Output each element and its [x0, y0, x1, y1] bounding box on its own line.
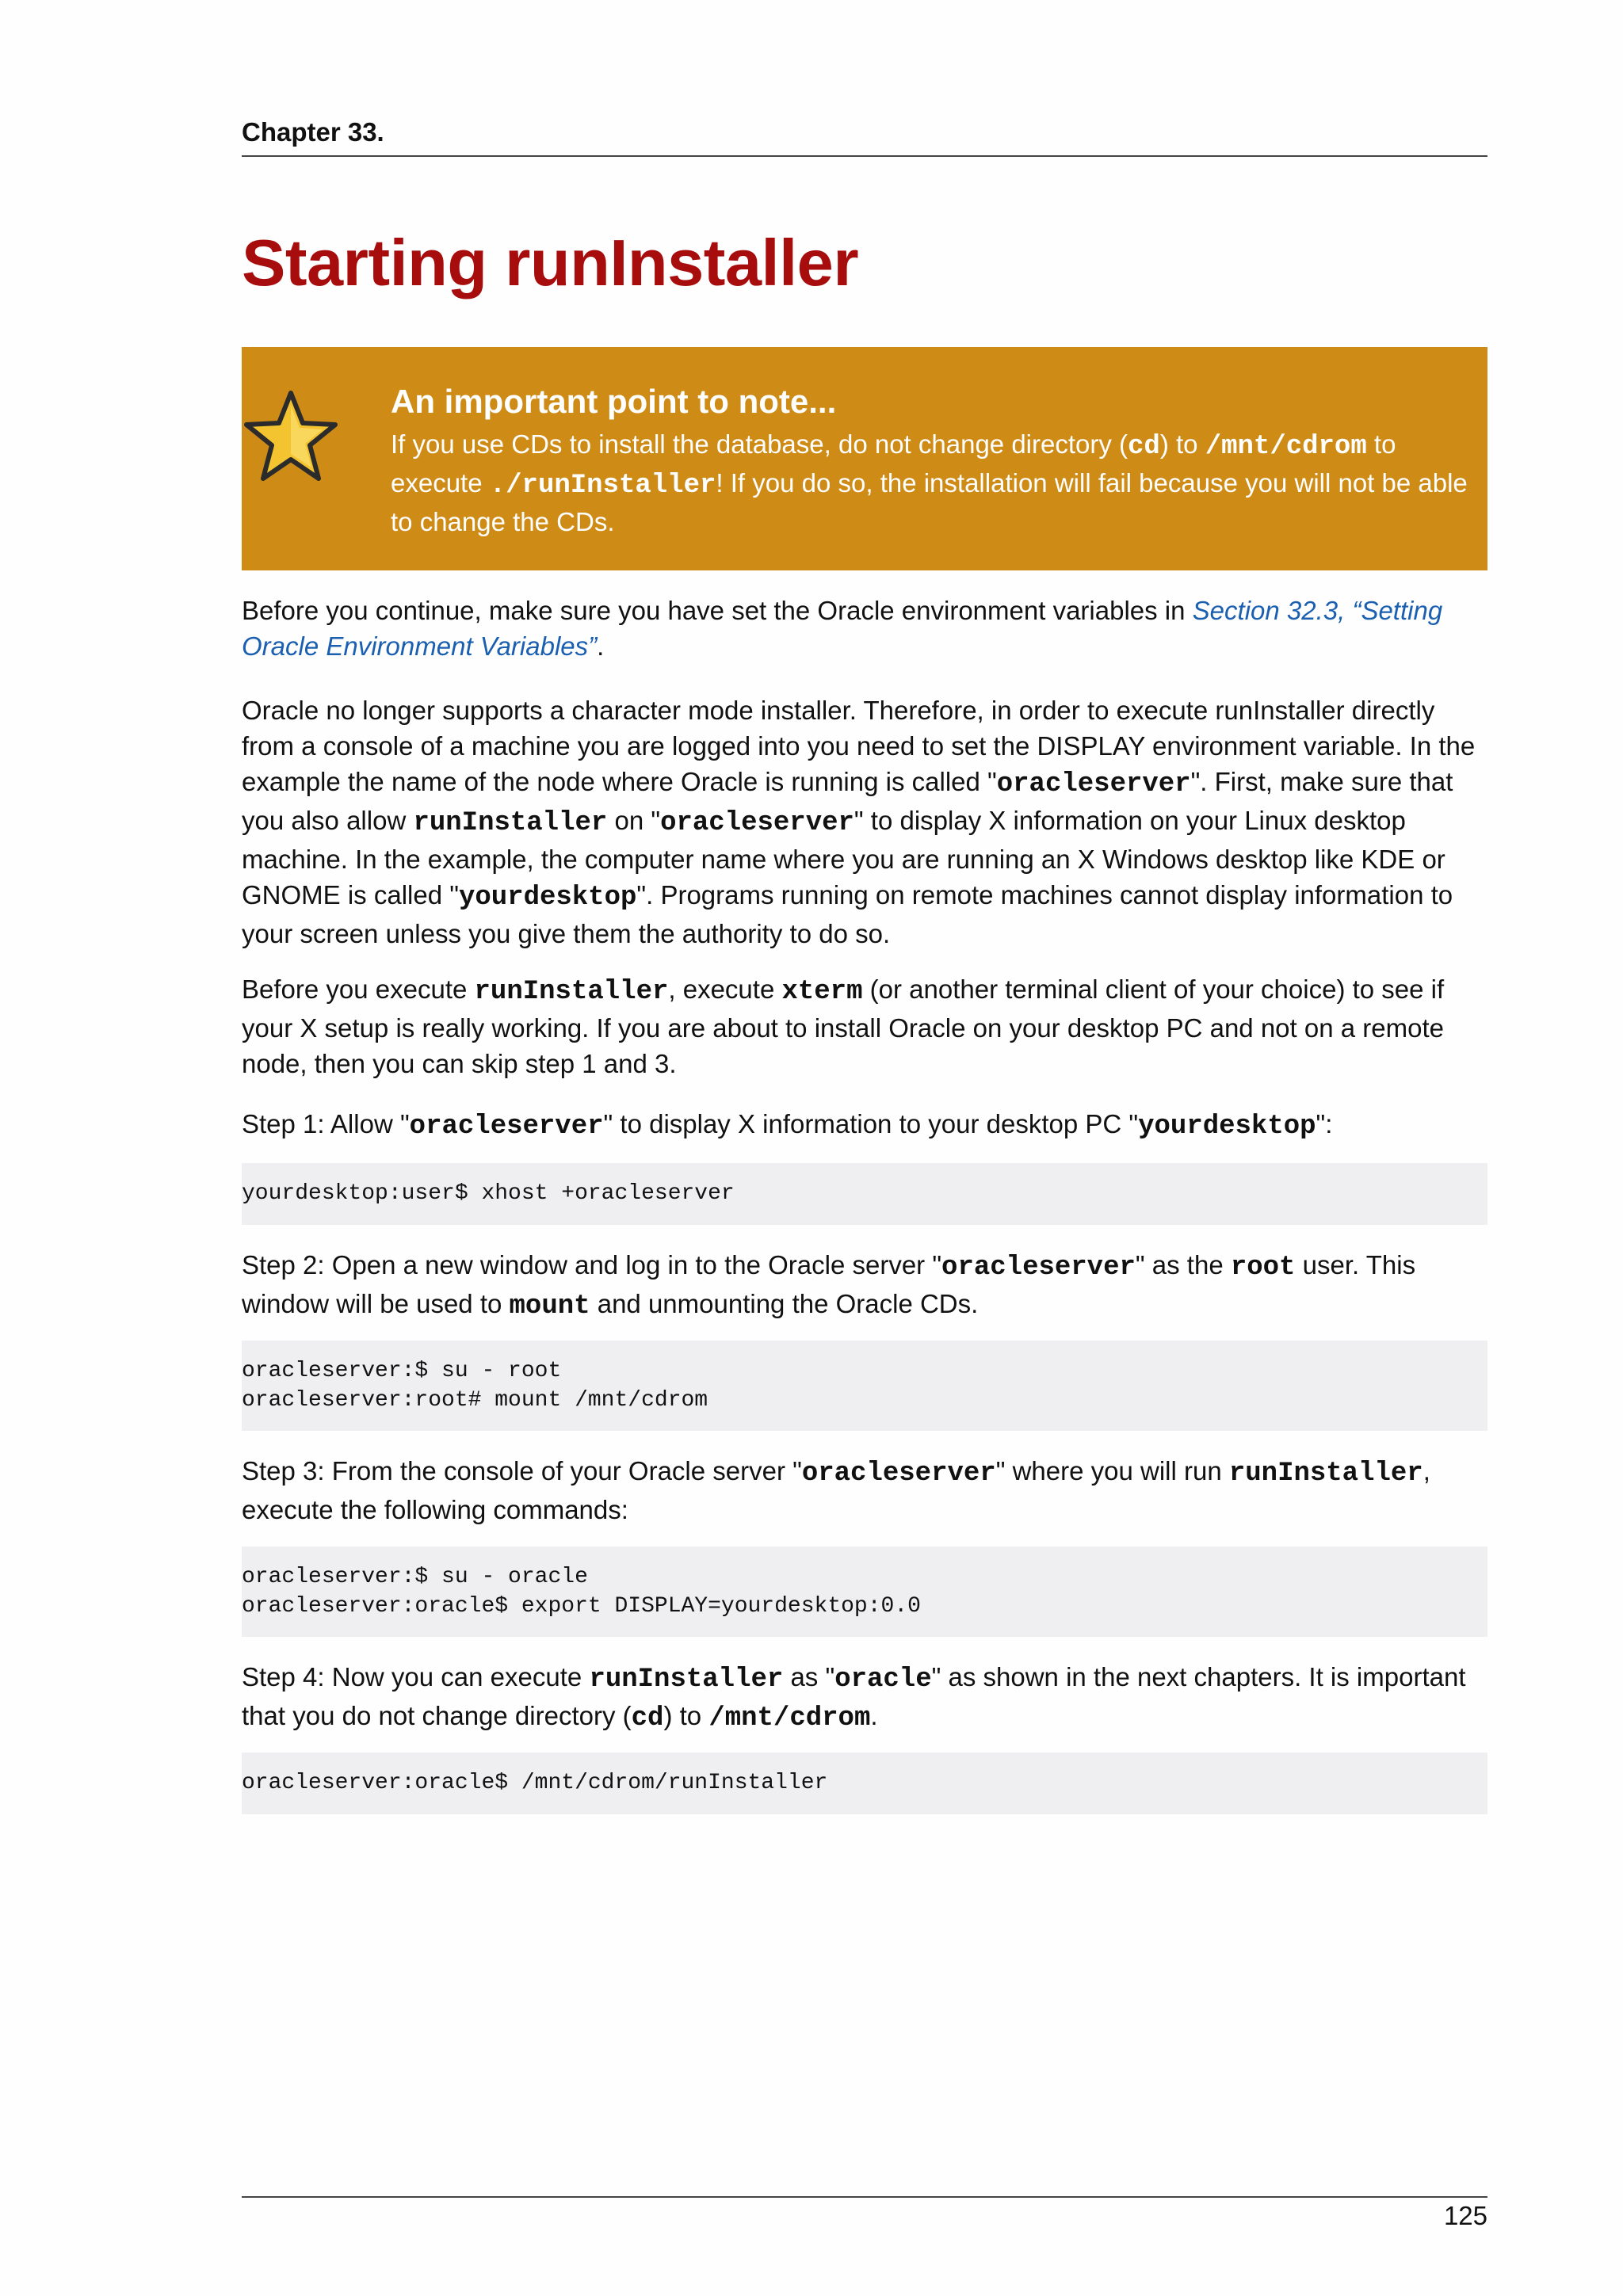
note-text	[391, 426, 1468, 540]
inline-code: oracleserver	[801, 1459, 996, 1489]
footer-rule	[242, 2196, 1487, 2198]
note-body	[391, 382, 1468, 540]
inline-code: oracleserver	[660, 808, 854, 838]
section-link[interactable]: Section 32.3, “Setting Oracle Environment Variables”	[242, 596, 1443, 661]
inline-code: oracleserver	[409, 1112, 604, 1142]
text: " to display X information on your Linux desktop machine. In the example, the computer name where you are running an X Windows desktop like KDE or GNOME is called "	[242, 806, 1445, 910]
text: ":	[1316, 1109, 1333, 1138]
code-text: yourdesktop:user$ xhost +oracleserver	[242, 1181, 735, 1206]
paragraph-env-vars	[242, 593, 1487, 664]
note-title: An important point to note...	[391, 383, 837, 420]
code-text: oracleserver:oracle$ /mnt/cdrom/runInstaller	[242, 1771, 828, 1795]
text: ) to	[663, 1701, 709, 1730]
text: " as the	[1135, 1250, 1231, 1280]
text: user. This window will be used to	[242, 1250, 1416, 1318]
note-code: ./runInstaller	[489, 471, 716, 502]
text: " to display X information to your desktop PC "	[603, 1109, 1139, 1138]
text: as "	[783, 1662, 835, 1691]
step-2	[242, 1247, 1487, 1325]
note-text-part: ! If you do so, the installation will fail because you will not be able to change the CDs.	[391, 468, 1468, 537]
inline-code: cd	[631, 1703, 664, 1733]
note-text-part: ) to	[1159, 429, 1205, 460]
text: ". Programs running on remote machines cannot display information to your screen unless you give them the authority to do so.	[242, 880, 1453, 948]
note-code: /mnt/cdrom	[1205, 432, 1367, 463]
text: Before you execute	[242, 974, 475, 1004]
text: , execute the following commands:	[242, 1456, 1430, 1524]
inline-code: mount	[509, 1291, 590, 1322]
text: " as shown in the next chapters. It is important that you do not change directory (	[242, 1662, 1466, 1730]
inline-code: /mnt/cdrom	[708, 1703, 871, 1733]
inline-code: yourdesktop	[458, 883, 637, 913]
note-text-part: to execute	[391, 429, 1396, 498]
code-text: oracleserver:$ su - root oracleserver:root# mount /mnt/cdrom	[242, 1359, 708, 1413]
note-text-part: If you use CDs to install the database, do not change directory (	[391, 429, 1128, 460]
header-rule	[242, 155, 1487, 157]
page-number: 125	[1443, 2201, 1487, 2230]
text: Oracle no longer supports a character mode installer. Therefore, in order to execute runInstaller directly from a console of a machine you are logged into you need to set the DISPLAY environment variable. In the example the name of the node where Oracle is running is called "	[242, 696, 1476, 796]
text: on "	[607, 806, 661, 835]
chapter-title: Starting runInstaller	[242, 226, 859, 299]
inline-code: oracle	[834, 1665, 932, 1695]
text: " where you will run	[995, 1456, 1229, 1486]
inline-code: oracleserver	[941, 1253, 1136, 1283]
code-block-step-2	[242, 1341, 1487, 1431]
inline-code: yourdesktop	[1138, 1112, 1316, 1142]
text: ". First, make sure that you also allow	[242, 767, 1453, 835]
code-block-step-1	[242, 1163, 1487, 1225]
paragraph-display	[242, 692, 1487, 952]
step-1	[242, 1106, 1487, 1145]
inline-code: xterm	[781, 977, 863, 1007]
text: .	[597, 631, 605, 661]
text: Step 3: From the console of your Oracle server "	[242, 1456, 802, 1486]
code-text: oracleserver:$ su - oracle oracleserver:oracle$ export DISPLAY=yourdesktop:0.0	[242, 1565, 921, 1619]
code-block-step-3	[242, 1547, 1487, 1637]
star-icon	[242, 388, 340, 486]
inline-code: runInstaller	[1228, 1459, 1423, 1489]
inline-code: runInstaller	[589, 1665, 784, 1695]
step-4	[242, 1659, 1487, 1737]
step-3	[242, 1453, 1487, 1527]
important-note	[242, 347, 1487, 570]
inline-code: root	[1230, 1253, 1296, 1283]
note-code: cd	[1128, 432, 1160, 463]
paragraph-xterm	[242, 971, 1487, 1081]
text: , execute	[668, 974, 782, 1004]
text: Step 4: Now you can execute	[242, 1662, 590, 1691]
code-block-step-4	[242, 1753, 1487, 1814]
chapter-label: Chapter 33.	[242, 117, 384, 147]
inline-code: oracleserver	[996, 769, 1191, 799]
text: Step 1: Allow "	[242, 1109, 410, 1138]
inline-code: runInstaller	[413, 808, 608, 838]
text: and unmounting the Oracle CDs.	[590, 1289, 979, 1318]
text: Step 2: Open a new window and log in to the Oracle server "	[242, 1250, 942, 1280]
text: Before you continue, make sure you have set the Oracle environment variables in	[242, 596, 1193, 625]
text: (or another terminal client of your choice) to see if your X setup is really working. If you are about to install Oracle on your desktop PC and not on a remote node, then you can skip step 1 and 3.	[242, 974, 1445, 1078]
text: .	[870, 1701, 878, 1730]
inline-code: runInstaller	[474, 977, 669, 1007]
